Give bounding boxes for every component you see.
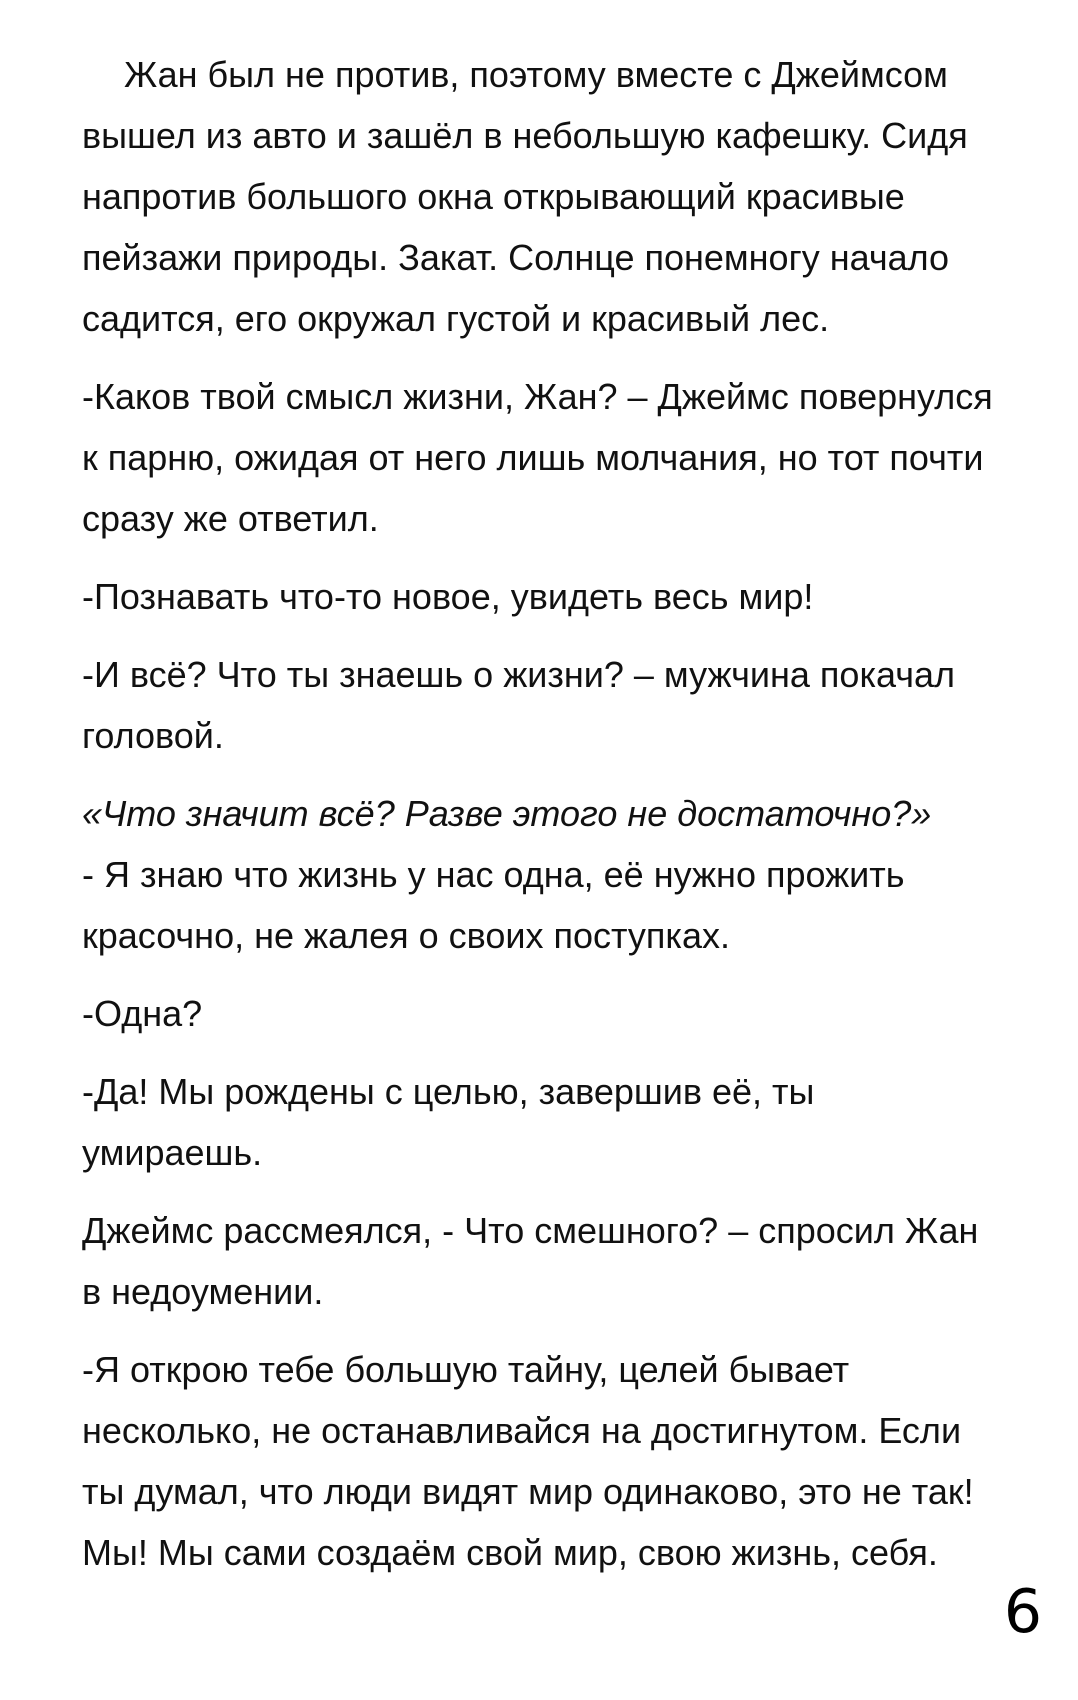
paragraph-inner-thought: «Что значит всё? Разве этого не достаточно?» (82, 793, 932, 834)
paragraph-dialogue-one: -Одна? (82, 993, 203, 1034)
paragraph-laugh: Джеймс рассмеялся, - Что смешного? – спросил Жан в недоумении. (82, 1210, 979, 1312)
paragraph-narration-cafe: Жан был не против, поэтому вместе с Джеймсом вышел из авто и зашёл в небольшую кафешку. Сидя напротив большого окна открывающий красивые пейзажи природы. Закат. Солнце понемногу начало садится, его окружал густой и красивый лес. (82, 54, 968, 339)
paragraph-secret: -Я открою тебе большую тайну, целей бывает несколько, не останавливайся на достигнутом. Если ты думал, что люди видят мир одинаково, это не так! Мы! Мы сами создаём свой мир, свою жизнь, себя. (82, 1349, 974, 1573)
paragraph-dialogue-answer: -Познавать что-то новое, увидеть весь мир! (82, 576, 814, 617)
paragraph-dialogue-purpose: -Да! Мы рождены с целью, завершив её, ты умираешь. (82, 1071, 815, 1173)
page-number: 6 (1003, 1577, 1042, 1647)
page-text (82, 44, 1002, 1600)
paragraph-dialogue-reply: -И всё? Что ты знаешь о жизни? – мужчина покачал головой. (82, 654, 955, 756)
paragraph-dialogue-life-one: - Я знаю что жизнь у нас одна, её нужно прожить красочно, не жалея о своих поступках. (82, 854, 905, 956)
paragraph-dialogue-question: -Каков твой смысл жизни, Жан? – Джеймс повернулся к парню, ожидая от него лишь молчания, но тот почти сразу же ответил. (82, 376, 993, 539)
